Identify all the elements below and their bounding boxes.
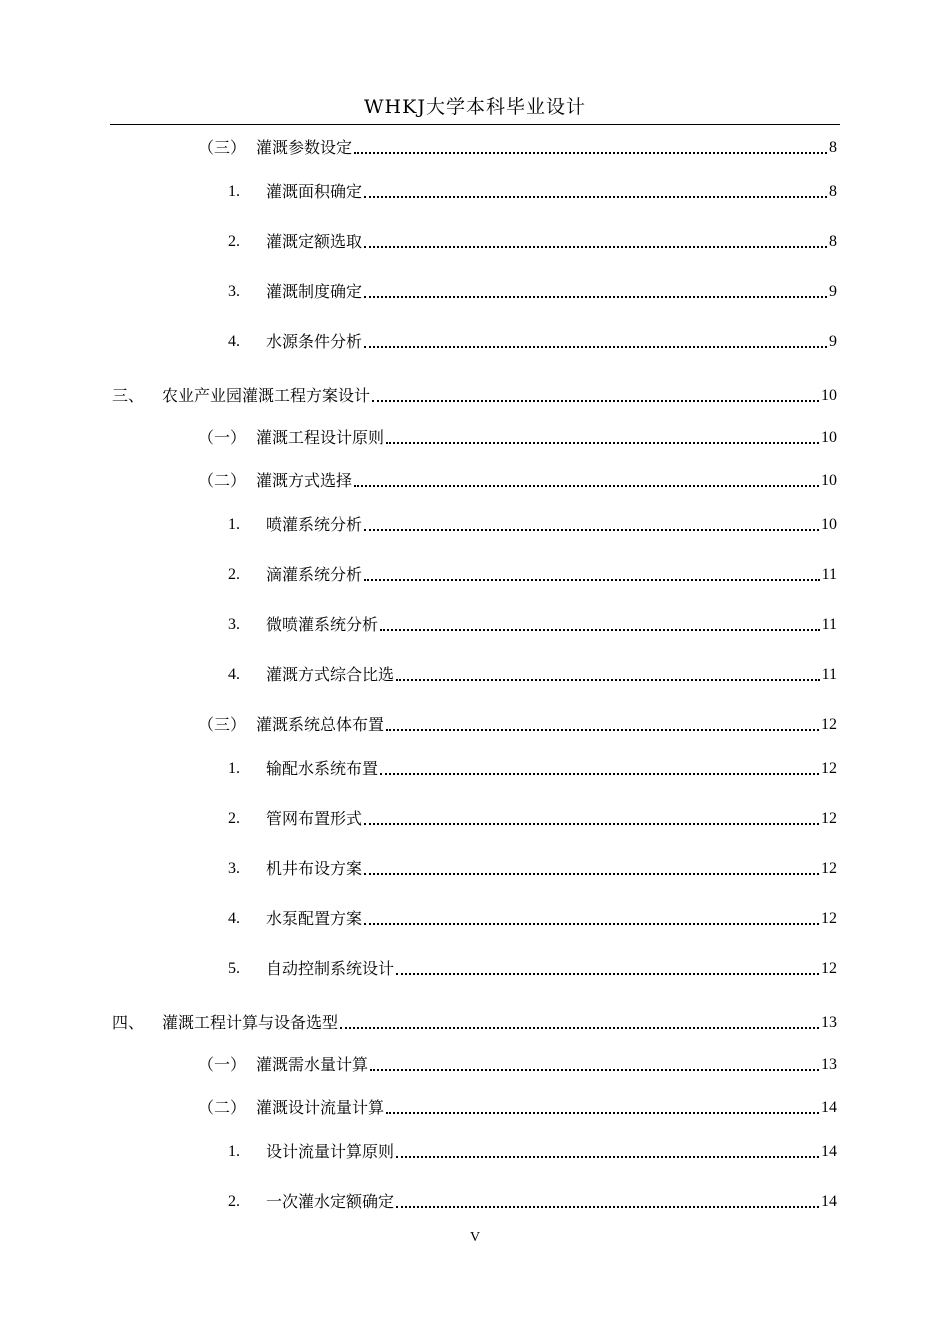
toc-dot-leader	[364, 579, 820, 581]
toc-entry-3-1[interactable]	[198, 427, 837, 449]
toc-entry-number: 1.	[228, 516, 240, 533]
toc-entry-4-1[interactable]	[198, 1054, 837, 1076]
toc-entry-page: 12	[821, 810, 837, 827]
toc-dot-leader	[372, 400, 819, 402]
toc-entry-title: 滴灌系统分析	[266, 565, 363, 584]
toc-entry-page: 13	[821, 1014, 837, 1031]
page-number: V	[469, 1230, 481, 1245]
toc-entry-3-3-layout-3[interactable]	[228, 858, 837, 880]
toc-entry-page: 10	[821, 429, 837, 446]
toc-entry-title: 水泵配置方案	[266, 909, 363, 928]
toc-entry-page: 10	[821, 387, 837, 404]
toc-dot-leader	[386, 442, 819, 444]
toc-entry-number: 2.	[228, 566, 240, 583]
toc-entry-number: （一）	[198, 1055, 247, 1074]
toc-entry-3-3-layout-1[interactable]	[228, 758, 837, 780]
toc-dot-leader	[380, 773, 819, 775]
toc-dot-leader	[364, 346, 827, 348]
toc-entry-number: 2.	[228, 233, 240, 250]
toc-entry-title: 喷灌系统分析	[266, 515, 363, 534]
toc-dot-leader	[380, 629, 820, 631]
toc-entry-page: 14	[821, 1099, 837, 1116]
toc-dot-leader	[396, 973, 819, 975]
toc-entry-3-3-layout-4[interactable]	[228, 908, 837, 930]
toc-entry-number: 2.	[228, 810, 240, 827]
toc-dot-leader	[364, 529, 819, 531]
toc-entry-number: 1.	[228, 1143, 240, 1160]
toc-entry-title: 一次灌水定额确定	[266, 1192, 395, 1211]
toc-entry-title: 灌溉方式选择	[256, 471, 353, 490]
toc-entry-page: 11	[821, 566, 837, 583]
toc-entry-number: （二）	[198, 1098, 247, 1117]
toc-dot-leader	[364, 196, 827, 198]
toc-dot-leader	[354, 485, 819, 487]
toc-entry-3-2[interactable]	[198, 470, 837, 492]
toc-entry-4-2[interactable]	[198, 1097, 837, 1119]
toc-dot-leader	[386, 729, 819, 731]
toc-entry-number: 4.	[228, 910, 240, 927]
toc-entry-4-2-1[interactable]	[228, 1141, 837, 1163]
toc-entry-3-3[interactable]	[198, 137, 837, 159]
toc-entry-page: 8	[829, 233, 837, 250]
toc-dot-leader	[396, 1156, 819, 1158]
toc-dot-leader	[396, 1206, 819, 1208]
toc-entry-title: 灌溉工程设计原则	[256, 428, 385, 447]
toc-entry-page: 10	[821, 472, 837, 489]
toc-entry-page: 9	[829, 333, 837, 350]
toc-entry-4-2-2[interactable]	[228, 1191, 837, 1213]
toc-entry-title: 水源条件分析	[266, 332, 363, 351]
toc-entry-3-3-layout-2[interactable]	[228, 808, 837, 830]
toc-entry-title: 自动控制系统设计	[266, 959, 395, 978]
toc-entry-3-2-4[interactable]	[228, 664, 837, 686]
toc-entry-page: 13	[821, 1056, 837, 1073]
toc-dot-leader	[386, 1112, 819, 1114]
toc-entry-page: 8	[829, 139, 837, 156]
toc-entry-number: 1.	[228, 183, 240, 200]
toc-entry-page: 14	[821, 1193, 837, 1210]
toc-entry-title: 灌溉需水量计算	[256, 1055, 369, 1074]
toc-entry-title: 机井布设方案	[266, 859, 363, 878]
toc-dot-leader	[364, 246, 827, 248]
toc-entry-page: 12	[821, 860, 837, 877]
toc-entry-title: 灌溉定额选取	[266, 232, 363, 251]
toc-entry-page: 12	[821, 910, 837, 927]
toc-dot-leader	[364, 823, 819, 825]
toc-entry-title: 灌溉制度确定	[266, 282, 363, 301]
toc-dot-leader	[364, 296, 827, 298]
toc-entry-number: 3.	[228, 616, 240, 633]
toc-entry-3-3-layout[interactable]	[198, 714, 837, 736]
toc-entry-3-2-2[interactable]	[228, 564, 837, 586]
toc-entry-number: 4.	[228, 333, 240, 350]
toc-entry-3-3-1[interactable]	[228, 181, 837, 203]
toc-entry-number: （三）	[198, 715, 247, 734]
toc-entry-3-3-4[interactable]	[228, 331, 837, 353]
page-header: WHKJ大学本科毕业设计	[364, 96, 586, 118]
toc-entry-chapter-4[interactable]	[112, 1012, 837, 1034]
toc-entry-3-2-3[interactable]	[228, 614, 837, 636]
toc-entry-number: 2.	[228, 1193, 240, 1210]
toc-entry-number: 5.	[228, 960, 240, 977]
toc-entry-page: 11	[821, 666, 837, 683]
toc-entry-page: 11	[821, 616, 837, 633]
toc-dot-leader	[396, 679, 820, 681]
toc-entry-page: 8	[829, 183, 837, 200]
toc-entry-chapter-3[interactable]	[112, 385, 837, 407]
toc-entry-number: （二）	[198, 471, 247, 490]
toc-entry-number: 四、	[112, 1013, 145, 1032]
toc-entry-number: （一）	[198, 428, 247, 447]
toc-entry-3-2-1[interactable]	[228, 514, 837, 536]
toc-entry-number: 4.	[228, 666, 240, 683]
toc-entry-page: 12	[821, 960, 837, 977]
toc-dot-leader	[370, 1069, 819, 1071]
toc-entry-page: 12	[821, 716, 837, 733]
toc-entry-page: 12	[821, 760, 837, 777]
toc-entry-title: 灌溉工程计算与设备选型	[162, 1013, 339, 1032]
toc-entry-title: 管网布置形式	[266, 809, 363, 828]
toc-dot-leader	[340, 1027, 819, 1029]
toc-entry-page: 14	[821, 1143, 837, 1160]
toc-entry-number: 1.	[228, 760, 240, 777]
toc-entry-number: 3.	[228, 283, 240, 300]
toc-entry-title: 输配水系统布置	[266, 759, 379, 778]
toc-entry-page: 10	[821, 516, 837, 533]
toc-entry-page: 9	[829, 283, 837, 300]
toc-dot-leader	[354, 152, 827, 154]
toc-entry-title: 灌溉系统总体布置	[256, 715, 385, 734]
toc-dot-leader	[364, 873, 819, 875]
toc-entry-title: 灌溉面积确定	[266, 182, 363, 201]
toc-entry-title: 农业产业园灌溉工程方案设计	[162, 386, 371, 405]
toc-entry-number: 三、	[112, 386, 145, 405]
toc-entry-title: 灌溉设计流量计算	[256, 1098, 385, 1117]
toc-entry-number: （三）	[198, 138, 247, 157]
toc-entry-title: 设计流量计算原则	[266, 1142, 395, 1161]
toc-entry-3-3-layout-5[interactable]	[228, 958, 837, 980]
toc-entry-title: 灌溉参数设定	[256, 138, 353, 157]
toc-entry-3-3-2[interactable]	[228, 231, 837, 253]
toc-entry-title: 灌溉方式综合比选	[266, 665, 395, 684]
toc-entry-number: 3.	[228, 860, 240, 877]
toc-entry-3-3-3[interactable]	[228, 281, 837, 303]
toc-entry-title: 微喷灌系统分析	[266, 615, 379, 634]
toc-dot-leader	[364, 923, 819, 925]
